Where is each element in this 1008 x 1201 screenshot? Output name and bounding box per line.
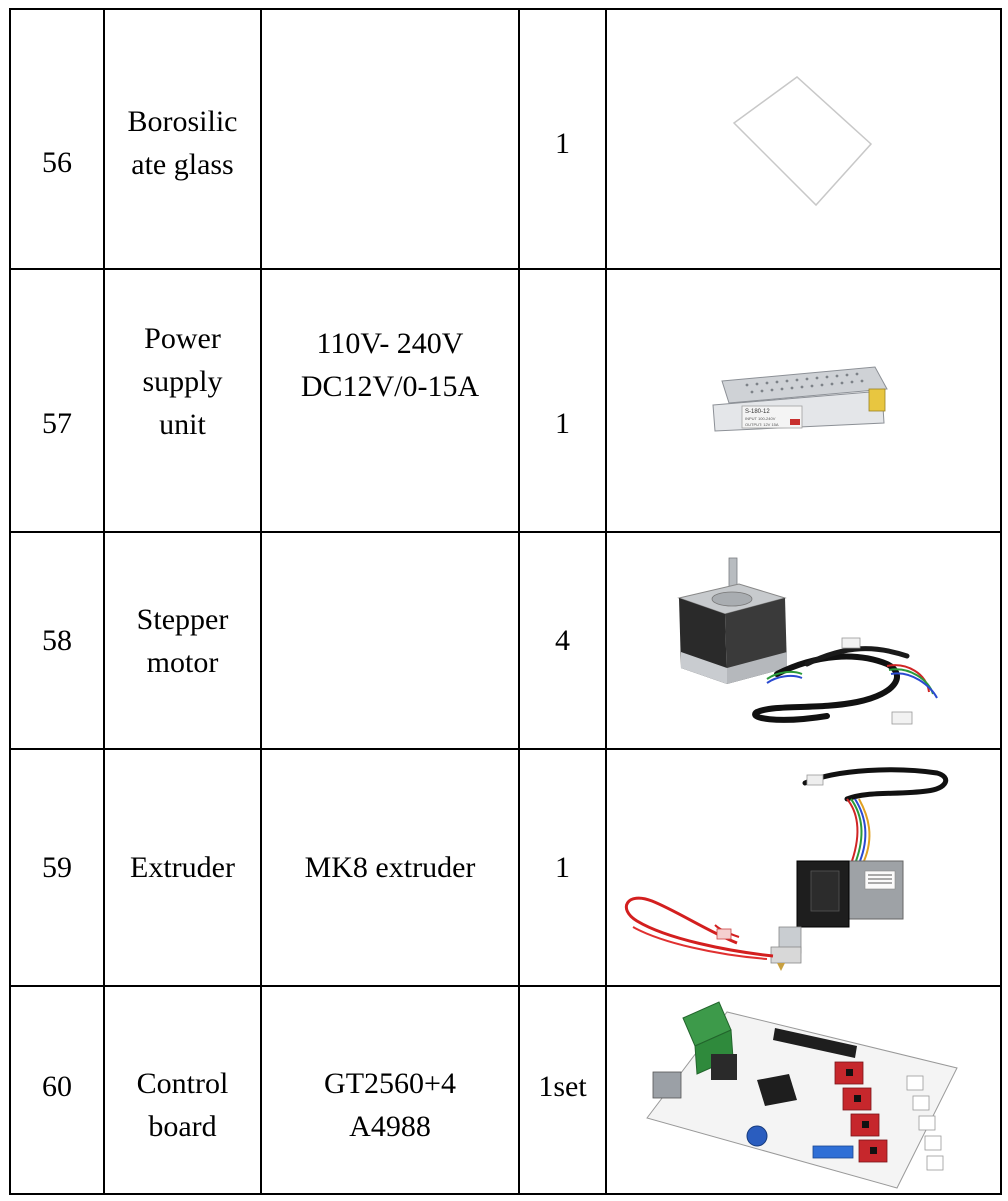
item-quantity-text: 1set: [538, 1069, 587, 1103]
borosilicate-glass-image: [607, 11, 1000, 267]
item-name-line: Stepper: [136, 602, 229, 636]
item-spec-line: A4988: [349, 1110, 431, 1143]
power-supply-image: [607, 271, 1000, 530]
item-name-line: unit: [159, 408, 206, 441]
item-image-cell: [606, 986, 1001, 1194]
item-quantity: [519, 532, 606, 749]
psu-output-label: OUTPUT: 12V 15A: [745, 422, 779, 427]
item-name-line: Control: [136, 1067, 229, 1100]
psu-input-label: INPUT 100-240V: [745, 416, 776, 421]
stepper-motor-image: [607, 534, 1000, 747]
item-name-line: Power: [144, 322, 221, 355]
item-spec-line: GT2560+4: [324, 1067, 456, 1100]
table-row: [10, 749, 1001, 986]
item-number: [10, 749, 104, 986]
item-quantity-text: 1: [555, 851, 570, 884]
item-name-line: Extruder: [130, 851, 235, 884]
item-quantity-text: 1: [555, 126, 570, 160]
item-name: [104, 532, 261, 749]
item-name-line: Borosilic: [127, 105, 238, 138]
item-number: [10, 269, 104, 532]
item-quantity: [519, 986, 606, 1194]
table-row: [10, 269, 1001, 532]
item-image-cell: [606, 9, 1001, 269]
item-quantity: [519, 9, 606, 269]
item-spec-line: DC12V/0-15A: [300, 369, 480, 403]
item-spec: [261, 532, 519, 749]
item-number-text: 57: [42, 407, 72, 440]
item-image-cell: [606, 532, 1001, 749]
item-name: [104, 9, 261, 269]
item-spec: [261, 749, 519, 986]
item-name-line: board: [148, 1110, 217, 1143]
item-quantity: [519, 749, 606, 986]
item-number: [10, 986, 104, 1194]
item-spec-line: 110V- 240V: [316, 326, 464, 360]
item-name: [104, 749, 261, 986]
item-quantity-text: 1: [555, 407, 570, 440]
control-board-image: [607, 988, 1000, 1192]
table-row: [10, 986, 1001, 1194]
item-image-cell: [606, 269, 1001, 532]
table-row: [10, 532, 1001, 749]
item-number-text: 58: [42, 624, 72, 657]
table-row: [10, 9, 1001, 269]
item-number: [10, 532, 104, 749]
item-number: [10, 9, 104, 269]
psu-model-label: S-180-12: [745, 409, 770, 415]
item-spec: [261, 9, 519, 269]
item-name-line: ate glass: [131, 148, 234, 181]
item-spec: [261, 269, 519, 532]
item-name-line: motor: [146, 645, 219, 679]
extruder-image: [607, 751, 1000, 984]
item-quantity: [519, 269, 606, 532]
item-spec: [261, 986, 519, 1194]
item-number-text: 59: [42, 851, 72, 884]
item-name: [104, 269, 261, 532]
item-spec-line: MK8 extruder: [304, 851, 476, 884]
item-quantity-text: 4: [555, 624, 570, 657]
parts-table: [9, 8, 1002, 1195]
item-name: [104, 986, 261, 1194]
item-number-text: 56: [42, 145, 72, 179]
item-image-cell: [606, 749, 1001, 986]
item-name-line: supply: [142, 365, 223, 398]
item-number-text: 60: [42, 1069, 72, 1103]
